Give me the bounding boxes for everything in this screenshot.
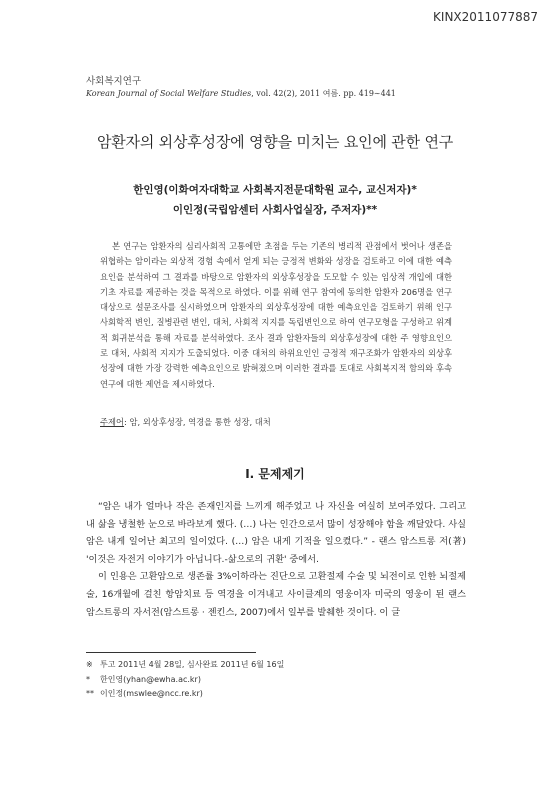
footnote-mark: *: [86, 674, 90, 684]
section-heading: I. 문제제기: [245, 467, 305, 481]
footnote-author-1: * 한인영(yhan@ewha.ac.kr): [86, 673, 284, 688]
abstract-text: 본 연구는 암환자의 심리사회적 고통에만 초점을 두는 기존의 병리적 관점에서 벗어나 생존을 위협하는 암이라는 외상적 경험 속에서 얻게 되는 긍정적 변화와 성장을 검토하고 이에 대한 예측 요인을 분석하여 그 결과를 바탕으로 암환자의 외상후성장을 도모할 수 있는 임상적 개입에 대한 기초 자료를 제공하는 것을 목적으로 하였다. 이를 위해 연구 참여에 동의한 암환자 206명을 연구대상으로 설문조사를 실시하였으며 암환자의 외상후성장에 대한 예측요인을 검토하기 위해 인구사회학적 변인, 질병관련 변인, 대처, 사회적 지지를 독립변인으로 하여 연구모형을 구성하고 위계적 회귀분석을 통해 자료를 분석하였다. 조사 결과 암환자들의 외상후성장에 대한 주 영향요인으로 대처, 사회적 지지가 도출되었다. 이중 대처의 하위요인인 긍정적 재구조화가 암환자의 외상후성장에 대한 가장 강력한 예측요인으로 밝혀졌으며 이러한 결과를 토대로 사회복지적 함의와 후속연구에 대한 제언을 제시하였다.: [100, 241, 452, 389]
keywords-label: 주제어: [100, 417, 125, 427]
paper-title: 암환자의 외상후성장에 영향을 미치는 요인에 관한 연구: [96, 133, 454, 151]
keywords: [100, 416, 271, 428]
body-paragraph-1: “암은 내가 얼마나 작은 존재인지를 느끼게 해주었고 나 자신을 여실히 보여주었다. 그리고 내 삶을 냉철한 눈으로 바라보게 했다. (…) 나는 인간으로서 많이 성장해야 함을 깨달았다. 사실 암은 내게 일어난 최고의 일이었다. (…) 암은 내게 기적을 일으켰다.” - 랜스 암스트롱 저(著) '이것은 자전거 이야기가 아닙니다.-삶으로의 귀환' 중에서.: [86, 501, 466, 565]
journal-citation: [86, 88, 396, 99]
footnote-mark: **: [86, 689, 94, 698]
journal-name-en: Korean Journal of Social Welfare Studies: [86, 89, 252, 98]
journal-name-kr: 사회복지연구: [86, 76, 142, 87]
footnote-mark: ※: [86, 660, 93, 669]
abstract: [100, 239, 452, 392]
footnote-author-2: ** 이인정(mswlee@ncc.re.kr): [86, 687, 284, 702]
author-2: 이인정(국립암센터 사회사업실장, 주저자)**: [172, 204, 378, 216]
keywords-text: : 암, 외상후성장, 역경을 통한 성장, 대처: [124, 417, 271, 427]
footnote-submission: ※ 투고 2011년 4월 28일, 심사완료 2011년 6월 16일: [86, 658, 284, 673]
footnotes: [86, 658, 284, 702]
document-id: KINX2011077887: [433, 10, 538, 24]
journal-issue: , vol. 42(2), 2011 여름. pp. 419∼441: [251, 89, 396, 98]
footnote-divider: [86, 652, 256, 653]
body-text: [86, 498, 466, 621]
author-1: 한인영(이화여자대학교 사회복지전문대학원 교수, 교신저자)*: [133, 184, 417, 196]
body-paragraph-2: 이 인용은 고환암으로 생존률 3%이하라는 진단으로 고환절제 수술 및 뇌전이로 인한 뇌절제술, 16개월에 걸친 항암치료 등 역경을 이겨내고 사이클계의 영웅이자 미국의 영웅이 된 랜스 암스트롱의 자서전(암스트롱 · 젠킨스, 2007)에서 일부를 발췌한 것이다. 이 글: [86, 571, 466, 618]
